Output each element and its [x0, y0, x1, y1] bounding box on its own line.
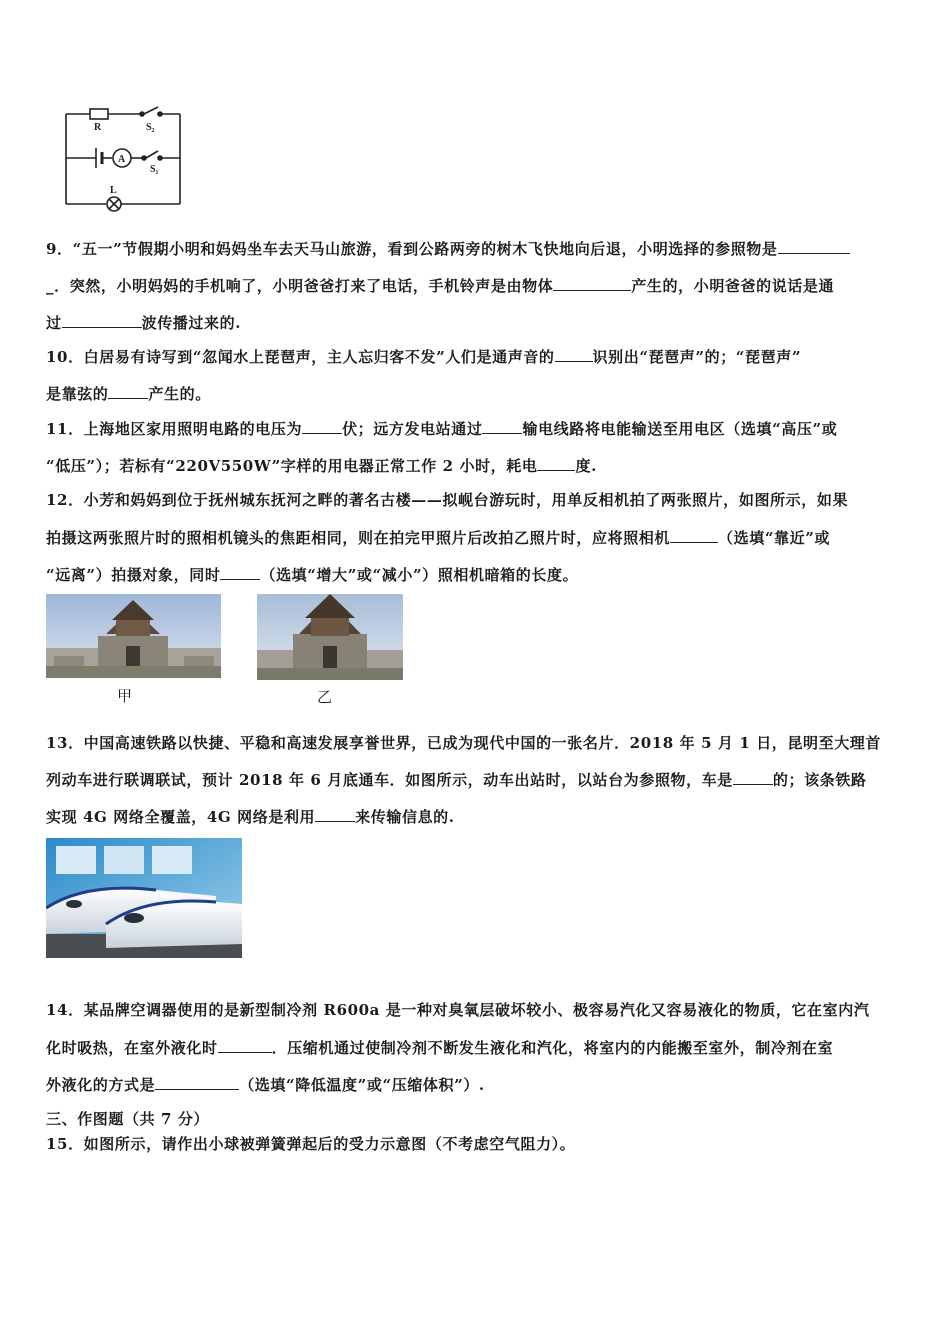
q12-line3: “远离”）拍摄对象，同时 （选填“增大”或“减小”）照相机暗箱的长度。 [46, 566, 579, 584]
q11-line2: “低压”）；若标有“220V550W”字样的用电器正常工作 2 小时，耗电 度. [46, 457, 597, 475]
circuit-diagram [58, 100, 208, 220]
q10-line2: 是靠弦的 产生的。 [46, 385, 211, 403]
q14-line1: 14．某品牌空调器使用的是新型制冷剂 R600a 是一种对臭氧层破坏较小、极容易汽化又容易液化的物质，它在室内汽 [46, 1001, 870, 1019]
q9-line1: 9．“五一”节假期小明和妈妈坐车去天马山旅游，看到公路两旁的树木飞快地向后退，小明选择的参照物是 [46, 238, 850, 259]
label-a: A [118, 154, 126, 165]
caption-yi: 乙 [317, 688, 333, 706]
q13-line2: 列动车进行联调联试，预计 2018 年 6 月底通车．如图所示，动车出站时，以站台为参照物，车是 的；该条铁路 [46, 771, 867, 789]
q9-line2: _．突然，小明妈妈的手机响了，小明爸爸打来了电话，手机铃声是由物体 产生的，小明爸爸的说话是通 [46, 277, 835, 295]
photo-jia [46, 594, 221, 678]
photo-yi [257, 594, 403, 680]
q14-line3: 外液化的方式是 （选填“降低温度”或“压缩体积”）. [46, 1076, 485, 1094]
label-r: R [94, 122, 102, 133]
label-s2: S₂ [146, 122, 155, 133]
q9-line3: 过 波传播过来的. [46, 314, 242, 332]
q10-line1: 10．白居易有诗写到“忽闻水上琵琶声，主人忘归客不发”人们是通声音的 识别出“琵琶声”的；“琵琶声” [46, 348, 802, 366]
section-3-heading: 三、作图题（共 7 分） [46, 1110, 210, 1128]
q12-line1: 12．小芳和妈妈到位于抚州城东抚河之畔的著名古楼——拟岘台游玩时，用单反相机拍了两张照片，如图所示，如果 [46, 491, 849, 509]
label-s1: S₁ [150, 164, 159, 175]
q15-line1: 15．如图所示，请作出小球被弹簧弹起后的受力示意图（不考虑空气阻力）。 [46, 1135, 576, 1153]
q11-line1: 11．上海地区家用照明电路的电压为 伏；远方发电站通过 输电线路将电能输送至用电区（选填“高压”或 [46, 420, 838, 438]
photo-bullet-train [46, 838, 242, 958]
q13-line3: 实现 4G 网络全覆盖，4G 网络是利用 来传输信息的. [46, 808, 455, 826]
q12-line2: 拍摄这两张照片时的照相机镜头的焦距相同，则在拍完甲照片后改拍乙照片时，应将照相机 （选填“靠近”或 [46, 529, 831, 547]
q13-line1: 13．中国高速铁路以快捷、平稳和高速发展享誉世界，已成为现代中国的一张名片．2018 年 5 月 1 日，昆明至大理首 [46, 734, 882, 752]
q14-line2: 化时吸热，在室外液化时 ．压缩机通过使制冷剂不断发生液化和汽化，将室内的内能搬至室外，制冷剂在室 [46, 1039, 834, 1057]
label-l: L [110, 185, 117, 196]
caption-jia: 甲 [117, 687, 133, 705]
